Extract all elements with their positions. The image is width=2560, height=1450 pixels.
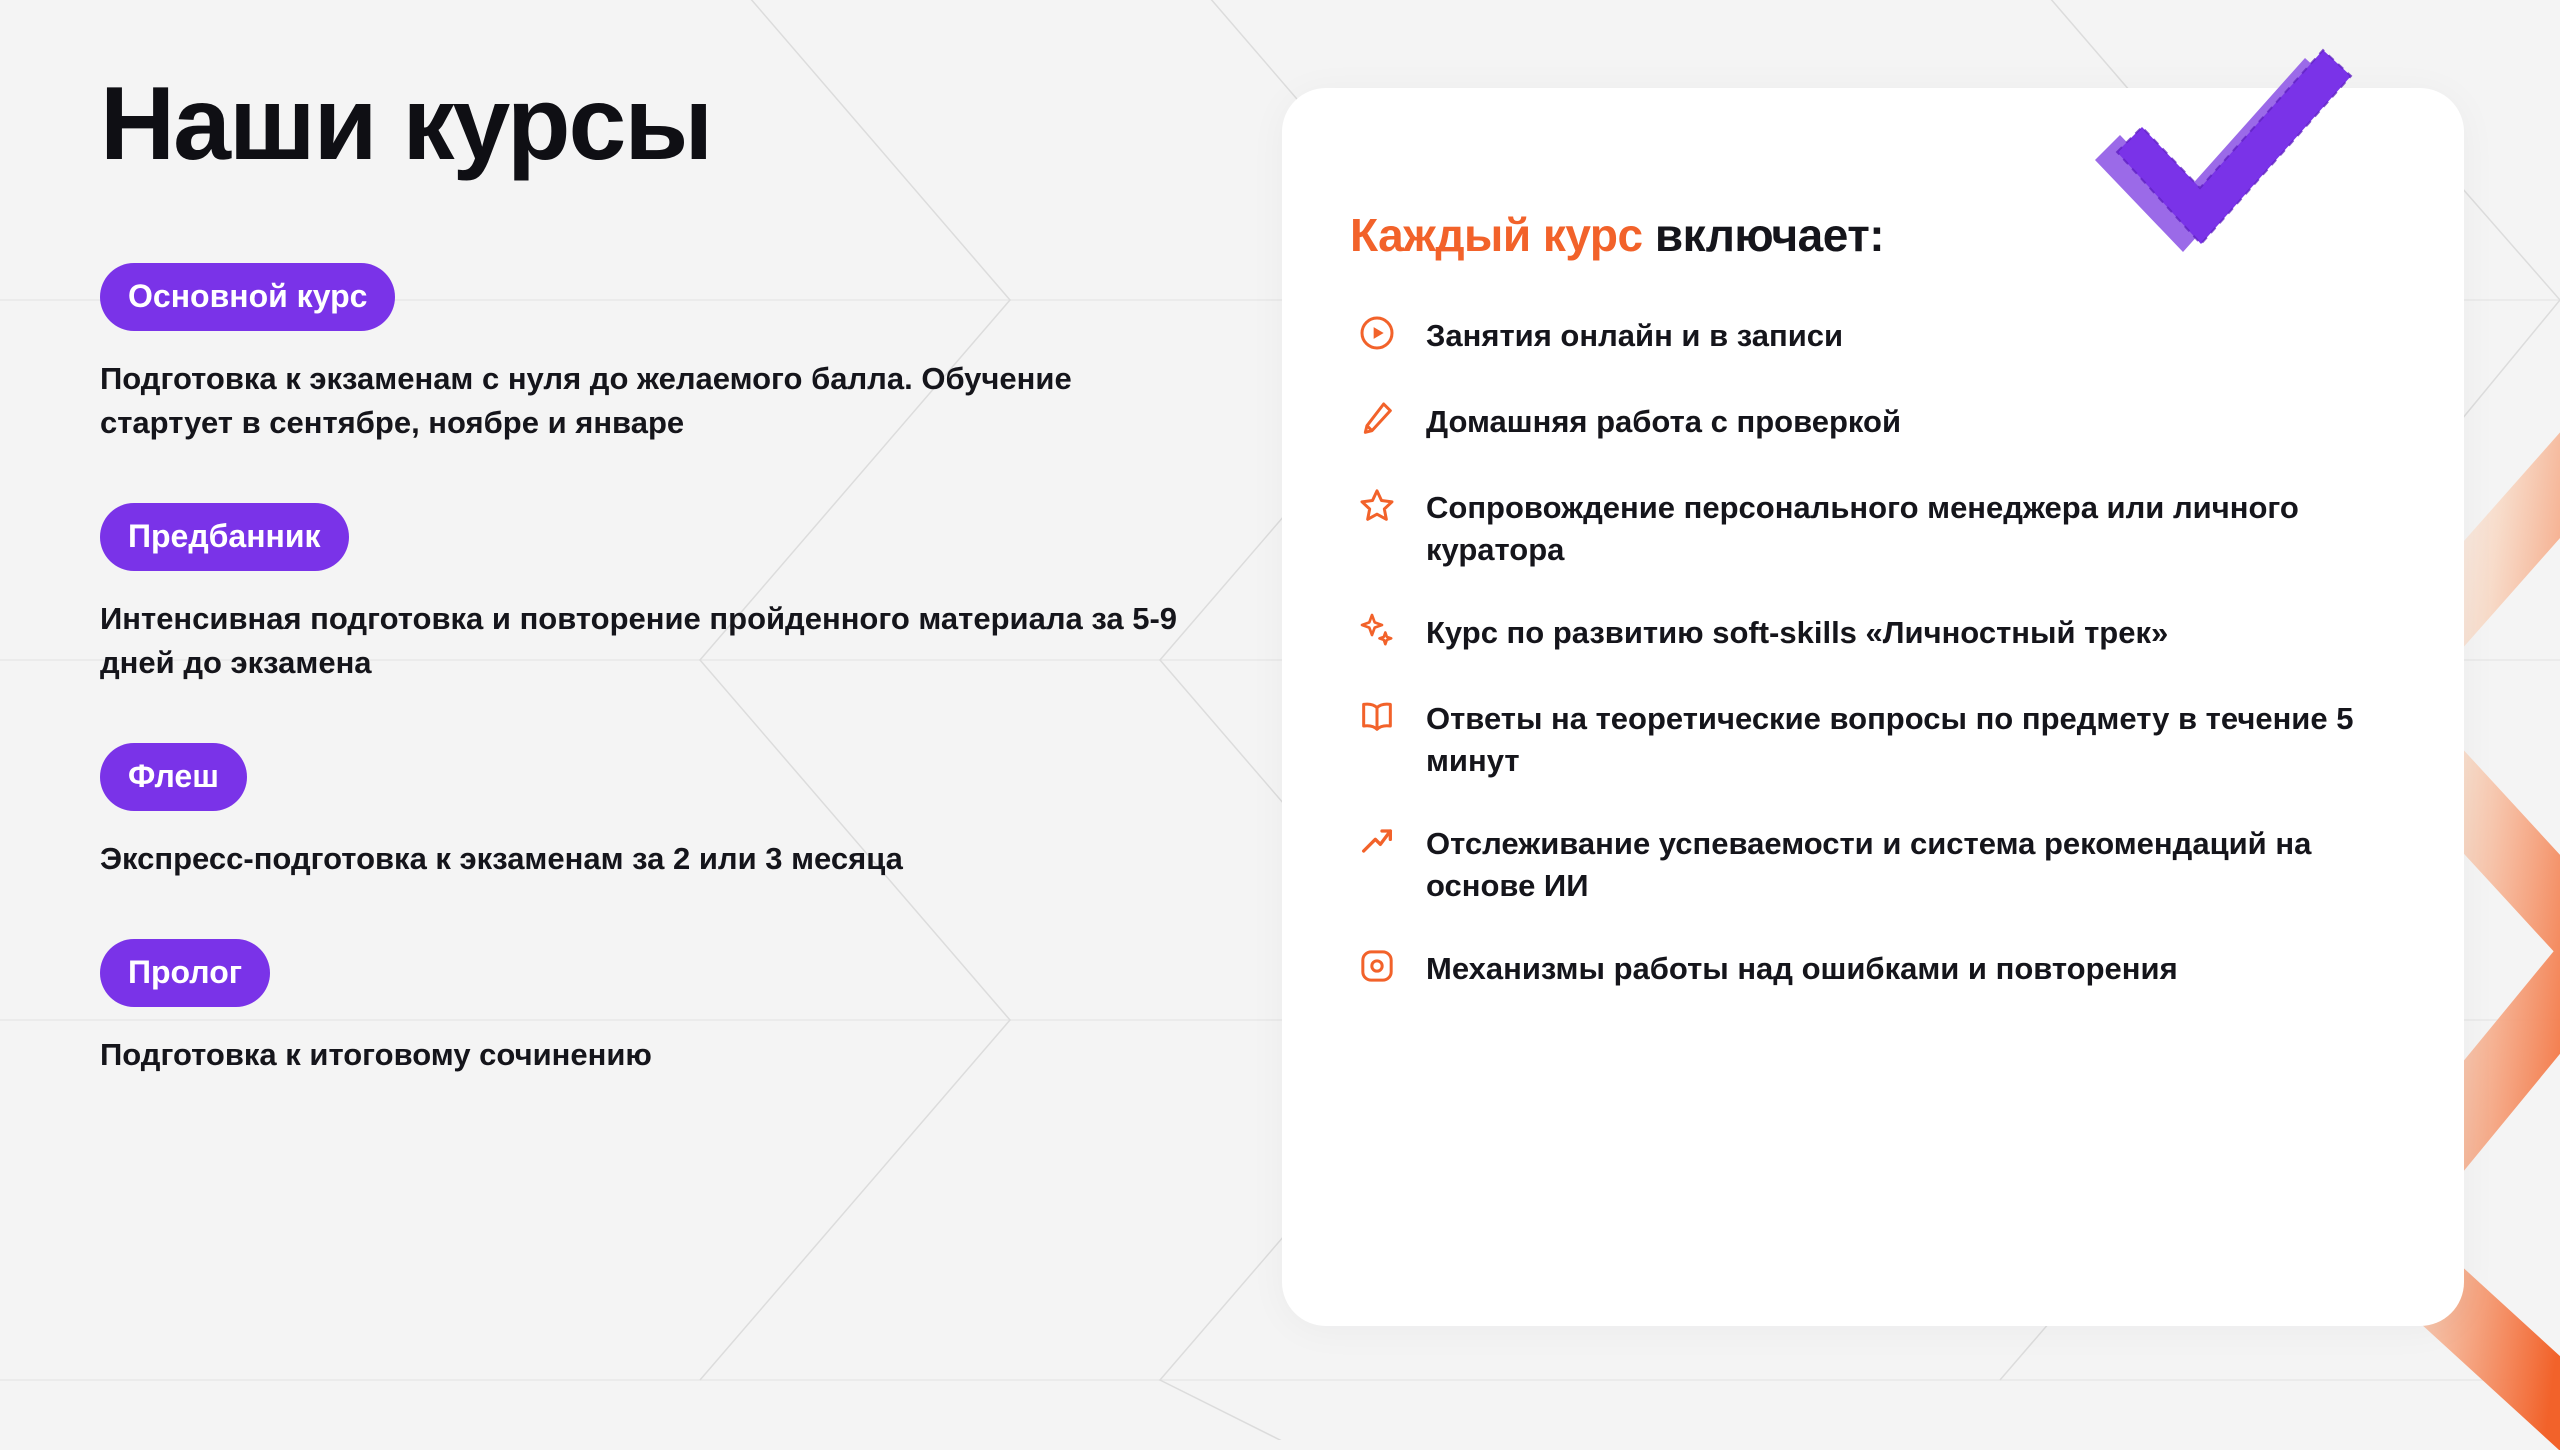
feature-label: Отслеживание успеваемости и система рекомендаций на основе ИИ [1426, 826, 2312, 903]
pencil-icon [1350, 399, 1404, 445]
course-item [100, 263, 1240, 445]
feature-label: Механизмы работы над ошибками и повторения [1426, 951, 2178, 987]
features-list [1350, 313, 2416, 992]
page-title: Наши курсы [100, 66, 712, 182]
feature-item [1350, 399, 2416, 445]
course-item [100, 743, 1240, 881]
course-badge-osnovnoy[interactable]: Основной курс [100, 263, 395, 331]
star-icon [1350, 485, 1404, 531]
course-item [100, 503, 1240, 685]
feature-label: Курс по развитию soft-skills «Личностный трек» [1426, 615, 2169, 651]
courses-column [100, 66, 1240, 1077]
features-card-title-rest: включает: [1642, 209, 1885, 261]
course-description: Подготовка к итоговому сочинению [100, 1037, 652, 1073]
course-description: Экспресс-подготовка к экзаменам за 2 или 3 месяца [100, 841, 903, 877]
features-card-title [1350, 208, 1884, 262]
feature-item [1350, 946, 2416, 992]
course-badge-flesh[interactable]: Флеш [100, 743, 247, 811]
sparkle-icon [1350, 610, 1404, 656]
target-icon [1350, 946, 1404, 992]
play-circle-icon [1350, 313, 1404, 359]
feature-item [1350, 485, 2416, 570]
trend-up-icon [1350, 821, 1404, 867]
feature-item [1350, 610, 2416, 656]
feature-label: Домашняя работа с проверкой [1426, 404, 1902, 439]
feature-label: Занятия онлайн и в записи [1426, 318, 1844, 353]
feature-item [1350, 821, 2416, 906]
feature-label: Сопровождение персонального менеджера или личного куратора [1426, 490, 2299, 567]
features-card-title-accent: Каждый курс [1350, 209, 1643, 261]
course-description: Интенсивная подготовка и повторение пройденного материала за 5-9 дней до экзамена [100, 601, 1178, 681]
feature-label: Ответы на теоретические вопросы по предмету в течение 5 минут [1426, 701, 2354, 778]
course-badge-predbannik[interactable]: Предбанник [100, 503, 349, 571]
course-item [100, 939, 1240, 1077]
course-description: Подготовка к экзаменам с нуля до желаемого балла. Обучение стартует в сентябре, ноябре и январе [100, 361, 1072, 441]
features-card [1282, 88, 2464, 1326]
feature-item [1350, 313, 2416, 359]
course-badge-prolog[interactable]: Пролог [100, 939, 270, 1007]
book-icon [1350, 696, 1404, 742]
feature-item [1350, 696, 2416, 781]
